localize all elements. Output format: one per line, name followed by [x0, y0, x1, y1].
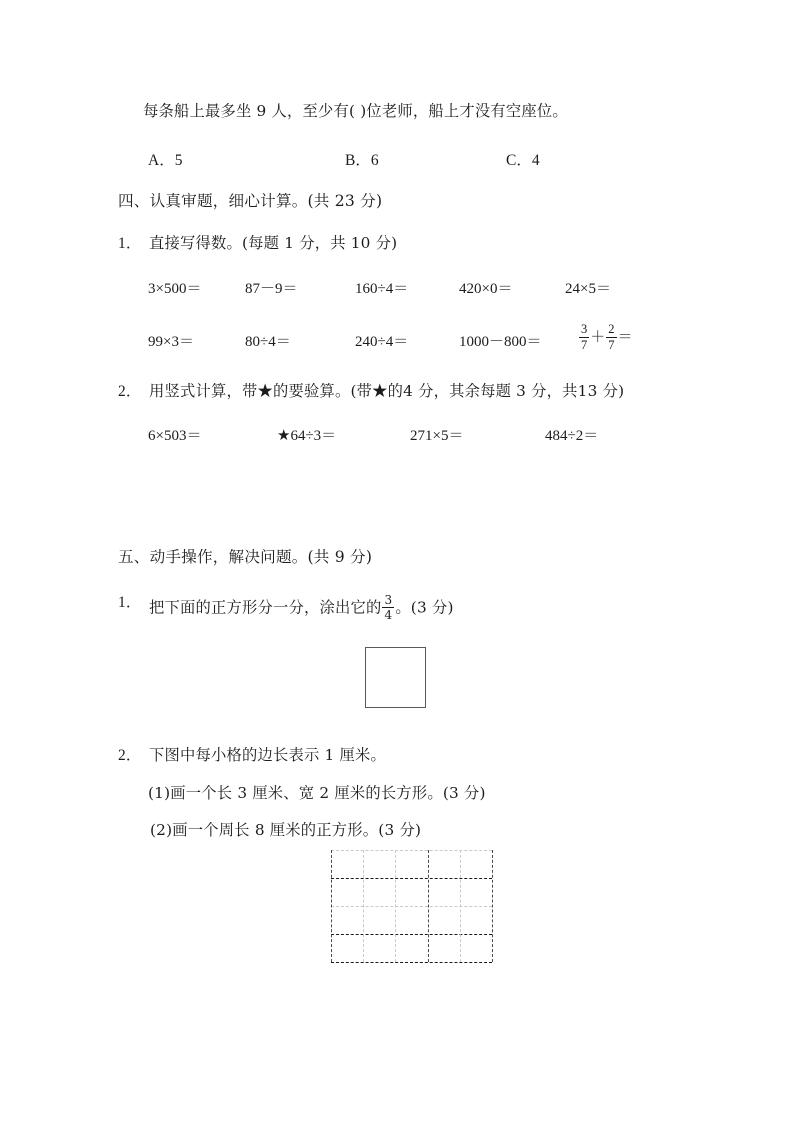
vertical-calc-2-starred[interactable]: ★64÷3＝	[277, 428, 337, 444]
fraction-three-quarters	[382, 594, 394, 621]
oral-calc-6[interactable]: 99×3＝	[148, 334, 194, 350]
grid-vline-0	[331, 850, 332, 962]
oral-calc-10-fraction[interactable]	[578, 324, 633, 352]
oral-calc-4[interactable]: 420×0＝	[459, 281, 513, 297]
vertical-calc-work-area[interactable]	[118, 450, 678, 530]
shade-instruction-text-before: 把下面的正方形分一分，涂出它的	[149, 598, 382, 617]
fraction-numerator: 3	[581, 322, 588, 336]
grid-hline-2	[331, 906, 492, 907]
section-five-problem1-text	[149, 595, 454, 622]
oral-calc-7[interactable]: 80÷4＝	[245, 334, 291, 350]
fraction-equals-sign: ＝	[617, 329, 633, 346]
grid-hline-3	[331, 934, 492, 935]
grid-vline-2	[395, 850, 396, 962]
option-b[interactable]: B．6	[345, 152, 379, 169]
fraction-denominator: 4	[384, 608, 393, 622]
section-five-heading: 五、动手操作，解决问题。(共 9 分)	[118, 548, 373, 566]
grid-vline-5	[492, 850, 493, 962]
oral-calc-1[interactable]: 3×500＝	[148, 281, 202, 297]
option-a[interactable]: A．5	[148, 152, 183, 169]
section-five-problem2-sub2: (2)画一个周长 8 厘米的正方形。(3 分)	[150, 821, 422, 839]
drawing-grid[interactable]	[331, 850, 492, 962]
fraction-numerator: 3	[384, 593, 393, 607]
shade-instruction-text-after: 。(3 分)	[395, 598, 454, 617]
blank-square-figure[interactable]	[365, 647, 426, 708]
vertical-calc-4[interactable]: 484÷2＝	[545, 428, 599, 444]
oral-calc-3[interactable]: 160÷4＝	[355, 281, 409, 297]
section-five-problem1-number: 1．	[118, 594, 142, 611]
vertical-calc-3[interactable]: 271×5＝	[410, 428, 464, 444]
grid-vline-1	[363, 850, 364, 962]
section-four-heading: 四、认真审题，细心计算。(共 23 分)	[118, 192, 383, 210]
section-five-problem2-number: 2．	[118, 747, 142, 764]
option-c[interactable]: C．4	[506, 152, 540, 169]
fraction-plus-operator: ＋	[590, 329, 606, 346]
oral-calc-9[interactable]: 1000－800＝	[459, 334, 542, 350]
section-five-problem2-title: 下图中每小格的边长表示 1 厘米。	[149, 746, 387, 764]
grid-hline-1	[331, 878, 492, 879]
section-five-problem2-sub1: (1)画一个长 3 厘米、宽 2 厘米的长方形。(3 分)	[148, 784, 486, 802]
section-four-problem1-title: 直接写得数。(每题 1 分，共 10 分)	[149, 234, 398, 252]
fraction-denominator: 7	[608, 337, 615, 352]
fraction-three-sevenths	[579, 323, 589, 351]
grid-hline-0	[331, 850, 492, 851]
section-four-problem2-number: 2．	[118, 383, 142, 400]
oral-calc-8[interactable]: 240÷4＝	[355, 334, 409, 350]
section-four-problem1-number: 1．	[118, 235, 142, 252]
grid-vline-4	[460, 850, 461, 962]
grid-hline-4	[331, 962, 492, 963]
oral-calc-2[interactable]: 87－9＝	[245, 281, 298, 297]
grid-vline-3	[428, 850, 429, 962]
fraction-denominator: 7	[581, 337, 588, 352]
fraction-numerator: 2	[608, 322, 615, 336]
vertical-calc-1[interactable]: 6×503＝	[148, 428, 202, 444]
fraction-two-sevenths	[606, 323, 616, 351]
question-stem: 每条船上最多坐 9 人，至少有( )位老师，船上才没有空座位。	[143, 102, 568, 120]
oral-calc-5[interactable]: 24×5＝	[565, 281, 611, 297]
section-four-problem2-title: 用竖式计算，带★的要验算。(带★的4 分，其余每题 3 分，共13 分)	[149, 382, 625, 400]
